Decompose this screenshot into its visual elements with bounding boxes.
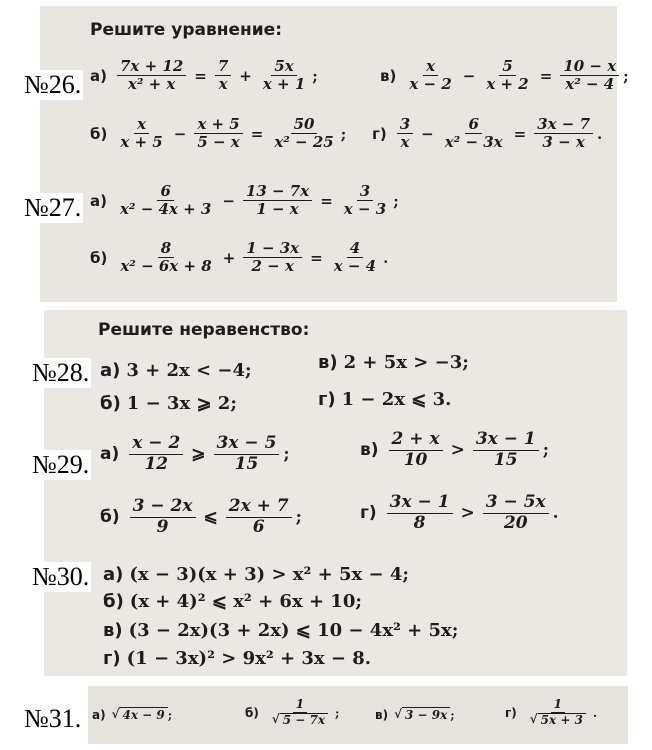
fraction: $\frac{10 - x}{\text{x² − 4}}$ xyxy=(560,58,619,94)
item-label: а) xyxy=(103,564,124,585)
item-label: в) xyxy=(360,440,379,461)
item-label: а) xyxy=(100,360,121,381)
problem-26v: в) $\frac{x}{x - 2}$ − $\frac{5}{x + 2}$ = $\frac{10 - x}{\text{x² − 4}}$ ; xyxy=(380,57,629,94)
fraction: $\frac{2 + x}{10}$ xyxy=(389,430,443,470)
problem-29a: а) $\frac{x - 2}{12}$ ⩾ $\frac{3x - 5}{15}$ ; xyxy=(100,433,290,474)
problem-number-30: №30. xyxy=(32,562,90,591)
item-label: в) xyxy=(318,352,338,373)
fraction: $\frac{3 - 5x}{20}$ xyxy=(483,493,549,533)
item-label: г) xyxy=(372,124,387,143)
problem-31g: г) 1 √ 5x + 3 . xyxy=(505,697,598,727)
problem-30g xyxy=(103,648,371,669)
expression: (1 − 3x)² > 9x² + 3x − 8. xyxy=(126,648,371,669)
fraction: $\frac{13 - 7x}{1 - x}$ xyxy=(243,183,312,219)
expression: (x − 3)(x + 3) > x² + 5x − 4; xyxy=(129,564,410,585)
item-label: б) xyxy=(100,507,120,528)
fraction: $\frac{5}{x + 2}$ xyxy=(486,57,529,94)
fraction: $\frac{3x - 1}{15}$ xyxy=(473,430,539,470)
item-label: б) xyxy=(90,124,108,143)
problem-26g: г) $\frac{3}{x}$ − $\frac{6}{\text{x² − 3x}}$ = $\frac{3x - 7}{3 - x}$ . xyxy=(372,115,603,152)
item-label: а) xyxy=(90,191,107,210)
item-label: г) xyxy=(103,648,121,669)
expression: 1 − 3x ⩾ 2; xyxy=(126,393,237,414)
fraction: $\frac{3x - 7}{3 - x}$ xyxy=(534,116,593,152)
fraction: $\frac{6}{\text{x² − 3x}}$ xyxy=(444,115,503,152)
problem-28g xyxy=(318,389,451,410)
square-root: √ 4x − 9 xyxy=(112,707,168,722)
problem-30b xyxy=(103,591,362,612)
problem-number-27: №27. xyxy=(24,193,82,222)
fraction: $\frac{x - 2}{12}$ xyxy=(129,434,183,474)
problem-26a: а) $\frac{7x + 12}{\text{x² + x}}$ = $\frac{7}{x}$ + $\frac{5x}{x + 1}$ ; xyxy=(90,57,318,94)
problem-number-26: №26. xyxy=(24,70,82,99)
item-label: г) xyxy=(360,503,377,524)
problem-30a xyxy=(103,564,409,585)
fraction: $\frac{3 - 2x}{9}$ xyxy=(130,497,196,537)
square-root: √ 5 − 7x xyxy=(272,713,328,728)
problem-29g: г) $\frac{3x - 1}{8}$ > $\frac{3 - 5x}{20}$ . xyxy=(360,492,559,533)
item-label: г) xyxy=(318,389,336,410)
item-label: б) xyxy=(103,591,124,612)
item-label: в) xyxy=(375,707,389,722)
problem-30v xyxy=(103,620,458,641)
fraction: $\frac{x}{x - 2}$ xyxy=(409,57,452,94)
fraction: $\frac{1 - 3x}{2 - x}$ xyxy=(243,240,302,276)
fraction: $\frac{8}{\text{x² − 6x + 8}}$ xyxy=(120,239,212,276)
square-root: √ 3 − 9x xyxy=(394,707,450,722)
inequalities-heading: Решите неравенство: xyxy=(98,320,310,340)
expression: 1 − 2x ⩽ 3. xyxy=(341,389,452,410)
problem-29b: б) $\frac{3 - 2x}{9}$ ⩽ $\frac{2x + 7}{6}$ ; xyxy=(100,496,302,537)
item-label: б) xyxy=(245,705,259,720)
problem-28a xyxy=(100,360,252,381)
problem-28v xyxy=(318,352,469,373)
expression: (x + 4)² ⩽ x² + 6x + 10; xyxy=(129,591,362,612)
fraction: $\frac{2x + 7}{6}$ xyxy=(226,497,292,537)
item-label: в) xyxy=(103,620,123,641)
item-label: в) xyxy=(380,66,397,85)
problem-number-28: №28. xyxy=(32,358,90,387)
problem-27b: б) $\frac{8}{\text{x² − 6x + 8}}$ + $\frac{1 - 3x}{2 - x}$ = $\frac{4}{x - 4}$ . xyxy=(90,239,389,276)
item-label: а) xyxy=(90,66,107,85)
item-label: б) xyxy=(90,248,108,267)
expression: 2 + 5x > −3; xyxy=(343,352,469,373)
problem-31b: б) 1 √ 5 − 7x ; xyxy=(245,697,340,727)
fraction: $\frac{x + 5}{5 - x}$ xyxy=(194,116,242,152)
fraction: $\frac{7x + 12}{\text{x² + x}}$ xyxy=(117,58,186,94)
item-label: а) xyxy=(92,707,106,722)
equations-heading: Решите уравнение: xyxy=(90,20,282,40)
fraction: $\frac{x}{x + 5}$ xyxy=(120,115,163,152)
fraction: $\frac{6}{\text{x² − 4x + 3}}$ xyxy=(119,182,212,219)
problem-number-31: №31. xyxy=(24,704,82,733)
problem-27a: а) $\frac{6}{\text{x² − 4x + 3}}$ − $\frac{13 - 7x}{1 - x}$ = $\frac{3}{x - 3}$ ; xyxy=(90,182,399,219)
fraction: $\frac{7}{x}$ xyxy=(215,58,231,94)
problem-29v: в) $\frac{2 + x}{10}$ > $\frac{3x - 1}{15}$ ; xyxy=(360,429,549,470)
item-label: а) xyxy=(100,444,120,465)
expression: (3 − 2x)(3 + 2x) ⩽ 10 − 4x² + 5x; xyxy=(128,620,459,641)
problem-26b: б) $\frac{x}{x + 5}$ − $\frac{x + 5}{5 - x}$ = $\frac{50}{\text{x² − 25}}$ ; xyxy=(90,115,347,152)
fraction: $\frac{5x}{x + 1}$ xyxy=(262,57,306,94)
fraction: $\frac{3x - 1}{8}$ xyxy=(387,493,453,533)
item-label: б) xyxy=(100,393,121,414)
problem-number-29: №29. xyxy=(32,450,90,479)
fraction: 1 √ 5 − 7x xyxy=(269,698,331,728)
fraction: 1 √ 5x + 3 xyxy=(527,698,589,728)
expression: 3 + 2x < −4; xyxy=(126,360,252,381)
fraction: $\frac{3}{x - 3}$ xyxy=(343,182,387,219)
fraction: $\frac{50}{\text{x² − 25}}$ xyxy=(274,115,334,152)
problem-31a: а) √ 4x − 9 ; xyxy=(92,707,173,722)
problem-31v: в) √ 3 − 9x ; xyxy=(375,707,455,722)
fraction: $\frac{4}{x - 4}$ xyxy=(333,239,377,276)
problem-28b xyxy=(100,393,237,414)
item-label: г) xyxy=(505,705,517,720)
square-root: √ 5x + 3 xyxy=(530,713,586,728)
fraction: $\frac{3}{x}$ xyxy=(397,116,413,152)
fraction: $\frac{3x - 5}{15}$ xyxy=(214,434,280,474)
